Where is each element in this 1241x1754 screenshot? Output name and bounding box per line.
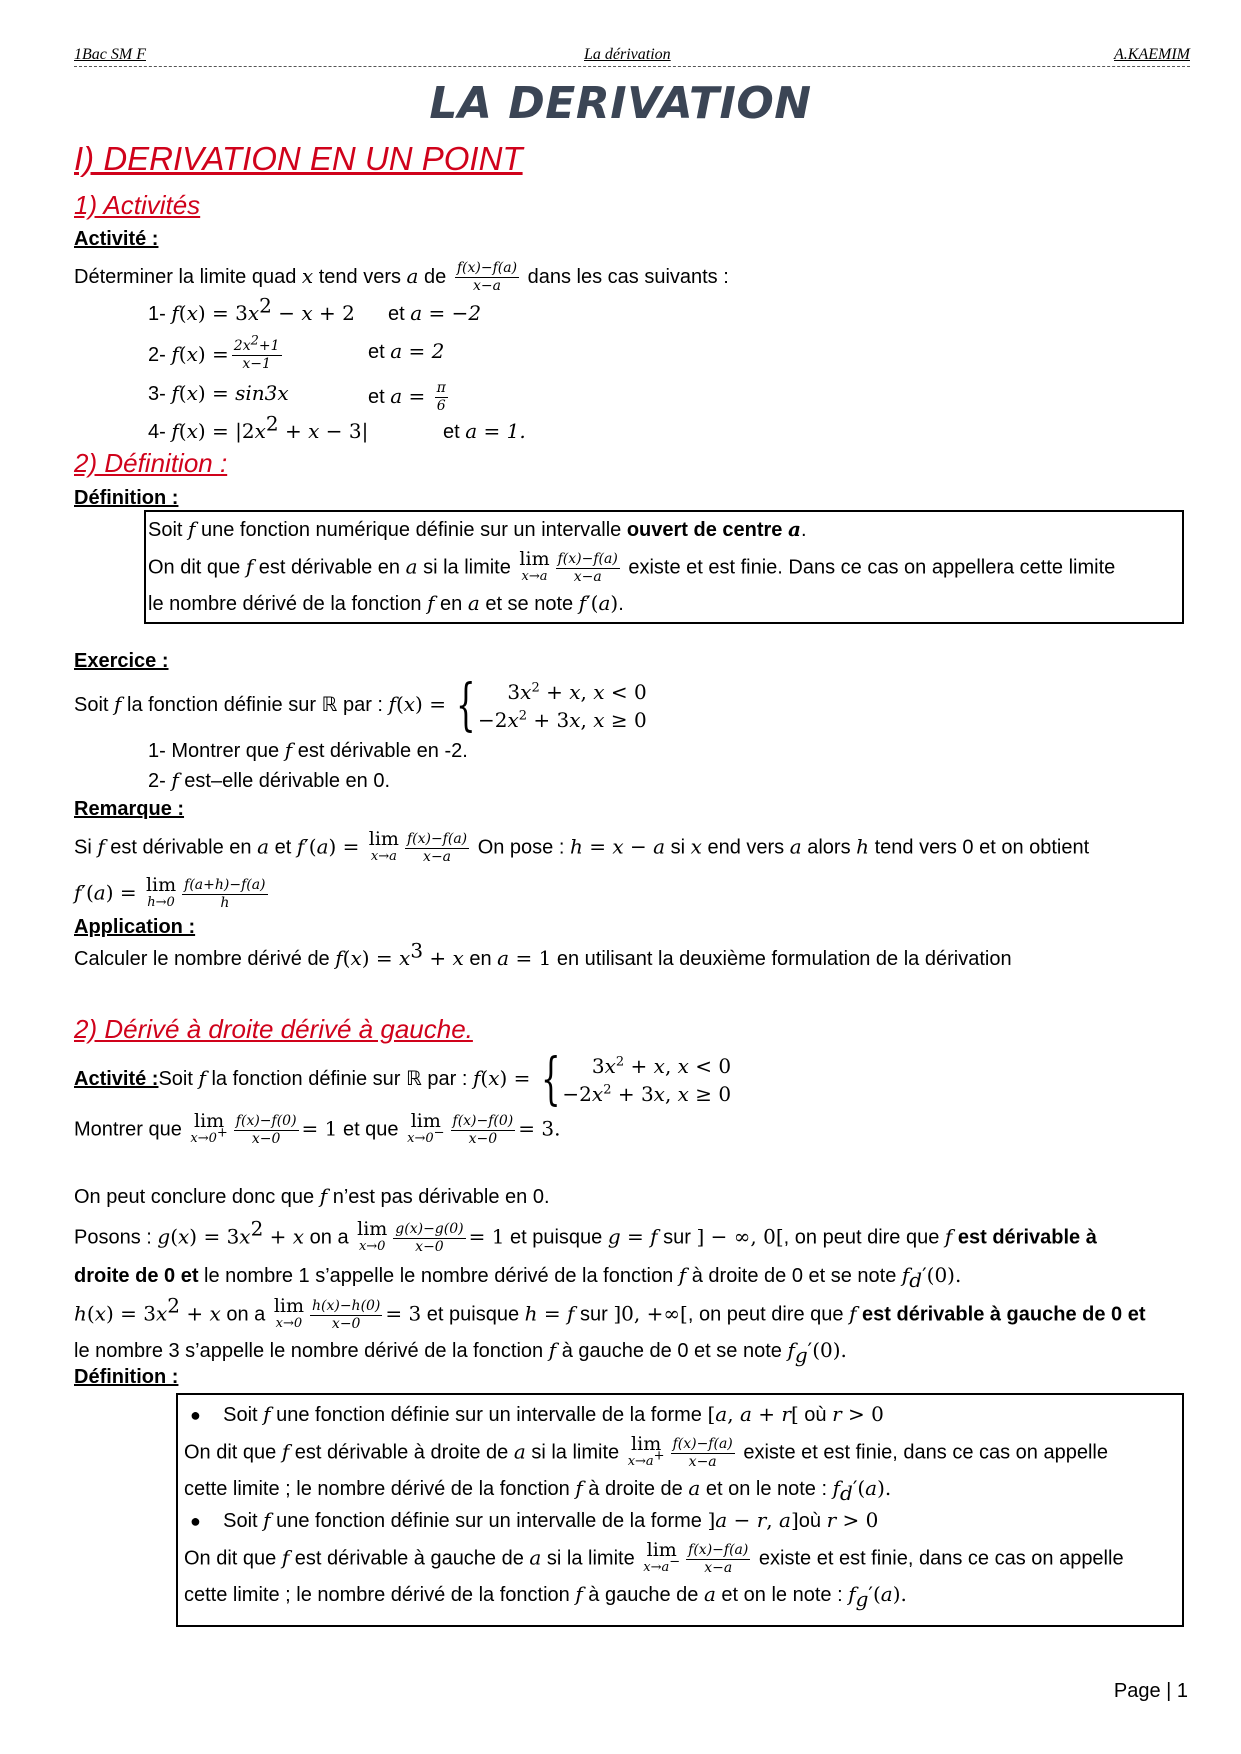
label-application: Application : bbox=[74, 916, 196, 938]
definition-droite-note: cette limite ; le nombre dérivé de la fonction f à droite de a et on le note : $f_d'(a)$. bbox=[184, 1476, 892, 1505]
definition-line-1: Soit f une fonction numérique définie sur un intervalle ouvert de centre a. bbox=[148, 517, 807, 541]
definition-gauche-line: On dit que f est dérivable à gauche de a si la limite lim x→a− $\frac{f(x)-f(a)}{x-a}$ existe et est finie, dans ce cas on appelle bbox=[184, 1539, 1124, 1576]
label-definition-2: Définition : bbox=[74, 1366, 179, 1388]
exercice-question-1: 1- Montrer que f est dérivable en -2. bbox=[148, 738, 468, 762]
subsection-derive-droite-gauche: 2) Dérivé à droite dérivé à gauche. bbox=[74, 1014, 473, 1044]
label-exercice: Exercice : bbox=[74, 650, 169, 672]
list-item: 3- f(x) = sin3x et a = $\frac{\pi}{6}$ bbox=[148, 380, 446, 414]
exercice-question-2: 2- f est–elle dérivable en 0. bbox=[148, 768, 390, 792]
definition-line-2: On dit que f est dérivable en a si la limite lim x→a $\frac{f(x)-f(a)}{x-a}$ existe et est finie. Dans ce cas on appellera cette limite bbox=[148, 548, 1116, 585]
remarque-line-1: Si f est dérivable en a et f′(a) = lim x→a $\frac{f(x)-f(a)}{x-a}$ On pose : h = x − a si x end vers a alors h tend vers 0 et on obtient bbox=[74, 828, 1090, 865]
definition-box-2 bbox=[176, 1393, 1184, 1627]
bullet-icon: ● bbox=[190, 1405, 201, 1425]
label-definition: Définition : bbox=[74, 487, 179, 509]
list-item: 1- $f(x) = 3x^2 - x + 2$ et a = −2 bbox=[148, 293, 482, 325]
header-subject: La dérivation bbox=[584, 46, 671, 63]
list-item: 2- f(x) = $\frac{2x^2+1}{x-1}$ et a = 2 bbox=[148, 333, 445, 372]
label-remarque: Remarque : bbox=[74, 798, 185, 820]
section-heading-1: I) DERIVATION EN UN POINT bbox=[74, 140, 523, 177]
page-number: Page | 1 bbox=[1113, 1680, 1188, 1702]
conclusion-line: On peut conclure donc que f n’est pas dérivable en 0. bbox=[74, 1184, 550, 1208]
exercice-function: Soit f la fonction définie sur ℝ par : f(x) = { $3x^2 + x$, x < 0 $-2x^2 + 3x$, x ≥ 0 bbox=[74, 672, 647, 738]
list-item: 4- $f(x) = |2x^2 + x - 3|$ et a = 1. bbox=[148, 411, 526, 443]
definition-box bbox=[144, 510, 1184, 624]
definition-droite-line: On dit que f est dérivable à droite de a si la limite lim x→a+ $\frac{f(x)-f(a)}{x-a}$ existe et est finie, dans ce cas on appelle bbox=[184, 1433, 1108, 1470]
subsection-definition: 2) Définition : bbox=[74, 448, 228, 478]
activite-gd-montrer: Montrer que lim x→0+ $\frac{f(x)-f(0)}{x-0}$ = 1 et que lim x→0− $\frac{f(x)-f(0)}{x-0}$ = 3. bbox=[74, 1110, 561, 1147]
definition-line-3: le nombre dérivé de la fonction f en a et se note f′(a). bbox=[148, 591, 624, 615]
remarque-formula: f′(a) = lim h→0 $\frac{f(a+h)-f(a)}{h}$ bbox=[74, 874, 266, 911]
definition-gauche-note: cette limite ; le nombre dérivé de la fonction f à gauche de a et on le note : $f_g'(a)$. bbox=[184, 1582, 907, 1611]
bullet-droite: ● Soit f une fonction définie sur un intervalle de la forme [a, a + r[ où r > 0 bbox=[190, 1402, 884, 1426]
header-author: A.KAEMIM bbox=[1114, 46, 1190, 63]
subsection-activites: 1) Activités bbox=[74, 190, 201, 220]
h-function-line: $h(x) = 3x^2 + x$ on a lim x→0 $\frac{h(x)-h(0)}{x-0}$ = 3 et puisque h = f sur ]0, +∞[, on peut dire que f est dérivable à gauche de 0 et bbox=[74, 1293, 1146, 1332]
label-activite: Activité : bbox=[74, 228, 159, 250]
header-class: 1Bac SM F bbox=[74, 46, 146, 63]
page-header bbox=[74, 44, 1190, 67]
derivee-gauche-line: le nombre 3 s’appelle le nombre dérivé de la fonction f à gauche de 0 et se note $f_g'(0)$. bbox=[74, 1338, 847, 1367]
page-title: LA DERIVATION bbox=[429, 78, 812, 129]
bullet-icon: ● bbox=[190, 1511, 201, 1531]
activite-intro: Déterminer la limite quad x tend vers a de $\frac{f(x)-f(a)}{x-a}$ dans les cas suivants : bbox=[74, 260, 729, 294]
bullet-gauche: ● Soit f une fonction définie sur un intervalle de la forme ]a − r, a]où r > 0 bbox=[190, 1508, 879, 1532]
activite-gd-function: Activité :Soit f la fonction définie sur ℝ par : f(x) = { $3x^2 + x$, x < 0 $-2x^2 + 3x$, x ≥ 0 bbox=[74, 1046, 732, 1112]
posons-line: Posons : $g(x) = 3x^2 + x$ on a lim x→0 $\frac{g(x)-g(0)}{x-0}$ = 1 et puisque g = f sur ] − ∞, 0[, on peut dire que f est dérivable à bbox=[74, 1216, 1097, 1255]
application-text: Calculer le nombre dérivé de $f(x) = x^3 + x$ en a = 1 en utilisant la deuxième formulation de la dérivation bbox=[74, 938, 1012, 970]
derivee-droite-line: droite de 0 et le nombre 1 s’appelle le nombre dérivé de la fonction f à droite de 0 et se note $f_d'(0)$. bbox=[74, 1263, 962, 1292]
